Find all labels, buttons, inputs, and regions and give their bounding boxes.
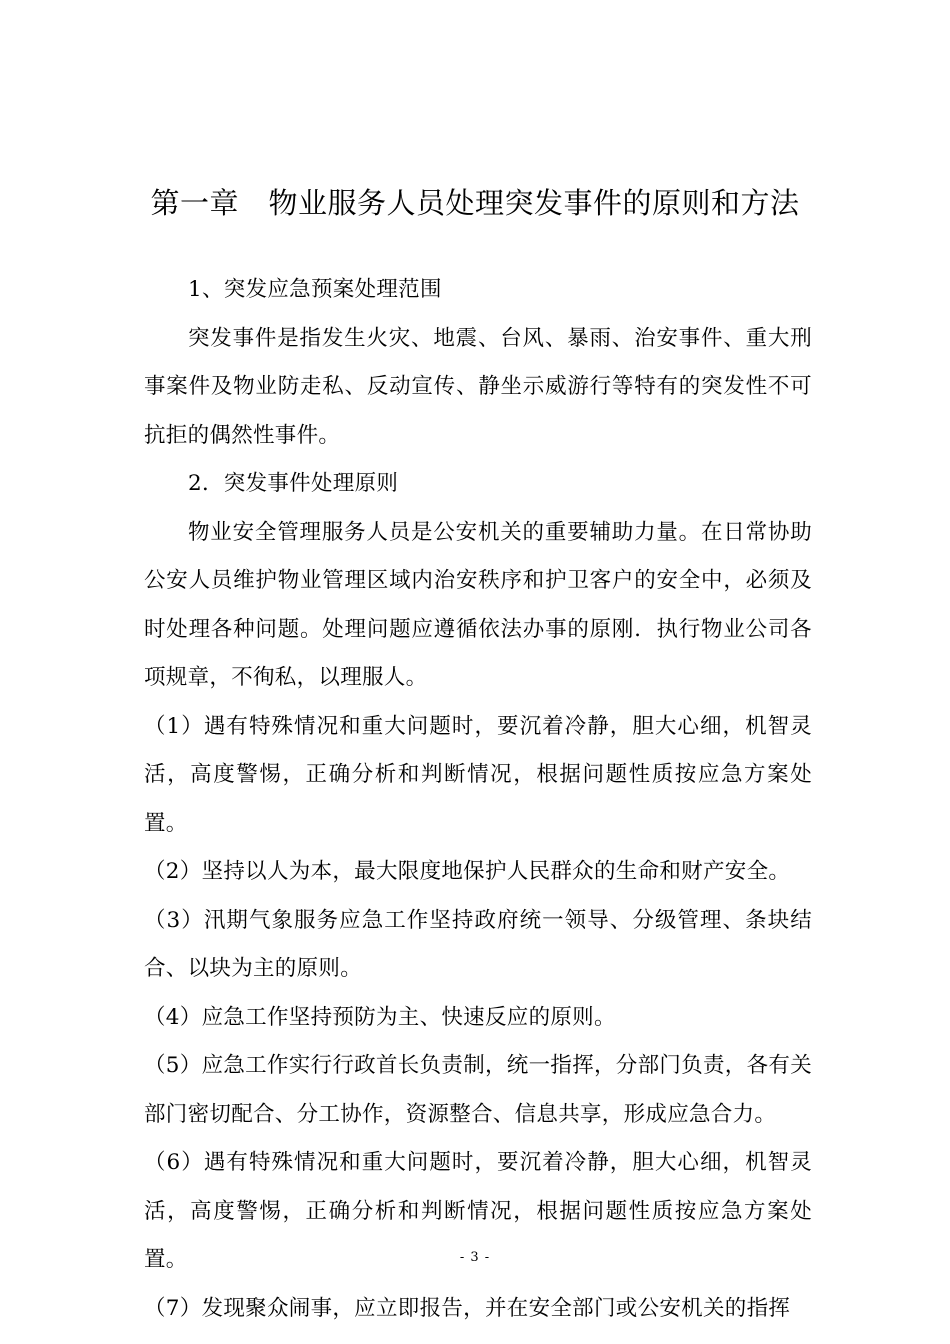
principle-item-3: （3）汛期气象服务应急工作坚持政府统一领导、分级管理、条块结合、以块为主的原则。 [144, 907, 812, 981]
principle-item-7: （7）发现聚众闹事，应立即报告，并在安全部门或公安机关的指挥 [144, 1295, 791, 1321]
principle-item-5: （5）应急工作实行行政首长负责制，统一指挥，分部门负责，各有关部门密切配合、分工协作，资源整合、信息共享，形成应急合力。 [144, 1053, 812, 1127]
section-1-paragraph: 突发事件是指发生火灾、地震、台风、暴雨、治安事件、重大刑事案件及物业防走私、反动宣传、静坐示威游行等特有的突发性不可抗拒的偶然性事件。 [144, 325, 812, 448]
section-2-paragraph: 物业安全管理服务人员是公安机关的重要辅助力量。在日常协助公安人员维护物业管理区域内治安秩序和护卫客户的安全中，必须及时处理各种问题。处理问题应遵循依法办事的原刚．执行物业公司各项规章，不徇私，以理服人。 [144, 519, 812, 690]
principle-item-1: （1）遇有特殊情况和重大问题时，要沉着冷静，胆大心细，机智灵活，高度警惕，正确分析和判断情况，根据问题性质按应急方案处置。 [144, 713, 812, 836]
chapter-title: 第一章 物业服务人员处理突发事件的原则和方法 [150, 186, 800, 220]
section-2-heading: 2．突发事件处理原则 [188, 471, 399, 496]
principle-item-4: （4）应急工作坚持预防为主、快速反应的原则。 [144, 1004, 616, 1030]
principle-item-2: （2）坚持以人为本，最大限度地保护人民群众的生命和财产安全。 [144, 859, 791, 884]
section-1-heading: 1、突发应急预案处理范围 [188, 277, 442, 302]
principle-item-6: （6）遇有特殊情况和重大问题时，要沉着冷静，胆大心细，机智灵活，高度警惕，正确分析和判断情况，根据问题性质按应急方案处置。 [144, 1150, 812, 1272]
page-number: - 3 - [459, 1250, 491, 1265]
document-body [144, 266, 812, 1333]
